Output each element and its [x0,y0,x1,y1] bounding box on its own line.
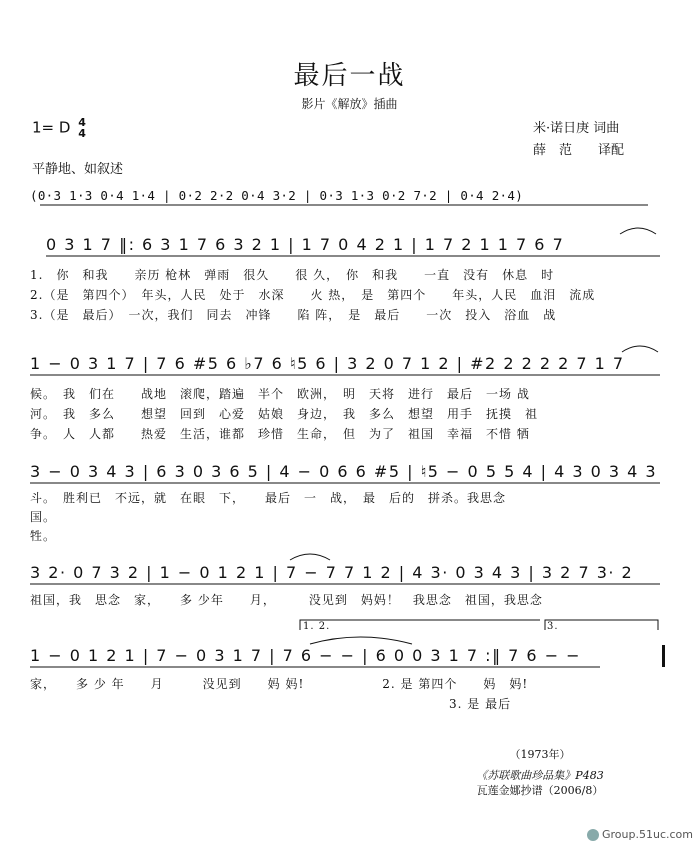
subtitle: 影片《解放》插曲 [301,97,398,111]
page-title: 最后一战 [293,61,406,91]
lyricist-credit: 米·诺日庚 词曲 [533,121,620,136]
watermark-text: Group.51uc.com [602,828,693,841]
footer-copyist: 瓦莲金娜抄谱（2006/8） [476,784,604,797]
notes-row-2: 1 − 0 3 1 7 | 7 6 #5 6 ♭7 6 ♮5 6 | 3 2 0 7 1 2 | #2 2 2 2 2 7 1 7 [30,354,625,373]
lyric-row-3-verse-3: 牲。 [30,529,57,543]
lyric-row-5-verse-3: 3. 是 最后 [449,697,512,711]
lyric-row-2-verse-1: 候。 我 们在 战地 滚爬，踏遍 半个 欧洲， 明 天将 进行 最后 一场 战 [30,387,530,401]
time-top: 4 [78,116,86,129]
footer-source: 《苏联歌曲珍品集》P483 [476,769,604,782]
row5-slur [310,637,412,644]
lyric-row-1-verse-2: 2.（是 第四个） 年头，人民 处于 水深 火 热， 是 第四个 年头，人民 血泪 流成 [30,288,596,302]
volta-first-label: 1. 2. [303,621,331,632]
row1-slur [620,228,656,234]
time-bottom: 4 [78,127,86,140]
lyric-row-1-verse-3: 3.（是 最后） 一次，我们 同去 冲锋 陷 阵， 是 最后 一次 投入 浴血 战 [30,308,557,322]
notes-row-4: 3 2· 0 7 3 2 | 1 − 0 1 2 1 | 7 − 7 7 1 2 | 4 3· 0 3 4 3 | 3 2 7 3· 2 [30,563,634,582]
volta-second-label: 3. [547,621,559,632]
footer-year: （1973年） [509,748,571,761]
final-barline [662,645,665,667]
translator-credit: 薛 范 译配 [533,143,625,158]
row2-slur [622,346,658,352]
notes-row-1: 0 3 1 7 ‖: 6 3 1 7 6 3 2 1 | 1 7 0 4 2 1 | 1 7 2 1 1 7 6 7 [46,235,565,254]
key-label: 1= D [32,118,71,137]
notes-row-5: 1 − 0 1 2 1 | 7 − 0 3 1 7 | 7 6 − − | 6 0 0 3 1 7 :‖ 7 6 − − [30,646,582,665]
lyric-row-3-verse-1: 斗。 胜利已 不远，就 在眼 下， 最后 一 战， 最 后的 拼杀。我思念 [30,491,507,505]
lyric-row-3-verse-2: 国。 [30,510,57,524]
lyric-row-4-verse-1: 祖国，我 思念 家， 多 少年 月， 没见到 妈妈！ 我思念 祖国，我思念 [30,593,543,607]
lyric-row-2-verse-2: 河。 我 多么 想望 回到 心爱 姑娘 身边， 我 多么 想望 用手 抚摸 祖 [30,407,539,421]
notes-row-3: 3 − 0 3 4 3 | 6 3 0 3 6 5 | 4 − 0 6 6 #5 | ♮5 − 0 5 5 4 | 4 3 0 3 4 3 [30,462,658,481]
lyric-row-5-verse-1: 家， 多 少 年 月 没见到 妈 妈! 2. 是 第四个 妈 妈! [30,677,529,691]
row4-slur [290,554,330,560]
intro-line: (0·3 1·3 0·4 1·4 | 0·2 2·2 0·4 3·2 | 0·3 1·3 0·2 7·2 | 0·4 2·4) [30,188,524,203]
lyric-row-2-verse-3: 争。 人 人都 热爱 生活，谁都 珍惜 生命， 但 为了 祖国 幸福 不惜 牺 [30,427,530,441]
volta-second-bracket [545,620,658,630]
lyric-row-1-verse-1: 1. 你 和我 亲历 枪林 弹雨 很久 很 久， 你 和我 一直 没有 休息 时 [30,268,555,282]
volta-first-bracket [300,620,540,630]
tempo-marking: 平静地、如叙述 [32,162,124,177]
